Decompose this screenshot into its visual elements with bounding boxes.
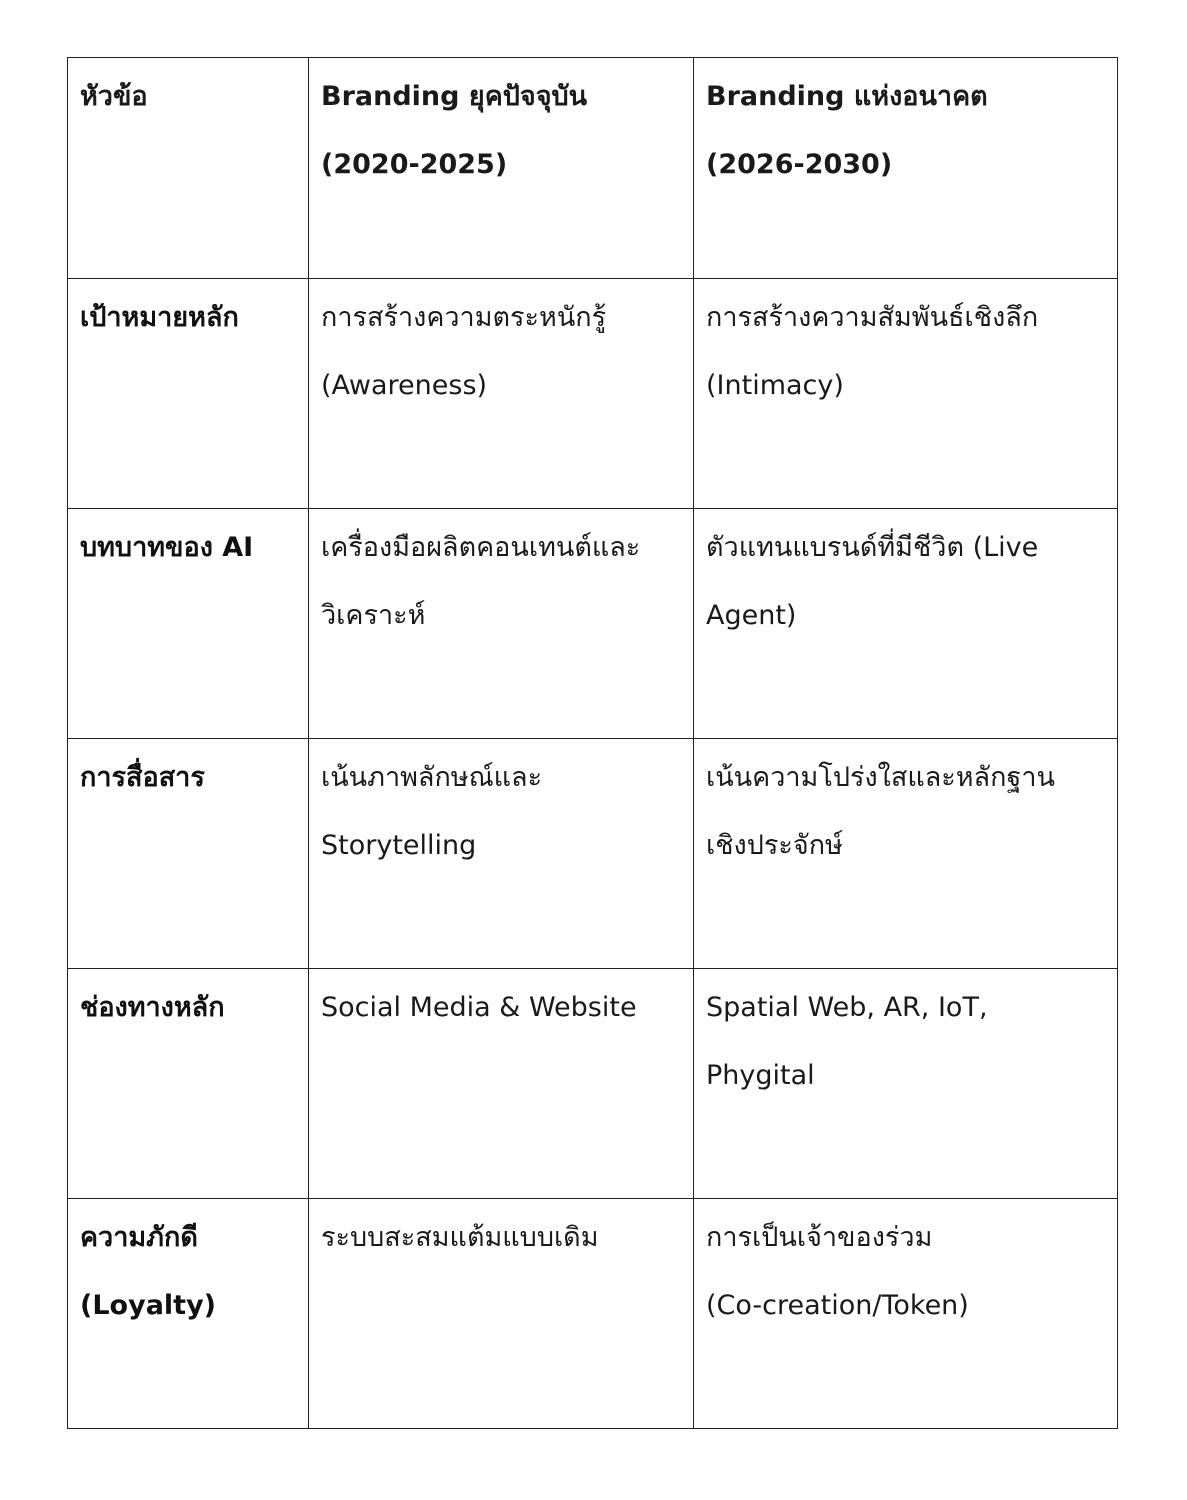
row-topic-label: บทบาทของ AI (80, 532, 254, 563)
row-current-text: การสร้างความตระหนักรู้ (321, 302, 607, 333)
row-future-text: การเป็นเจ้าของร่วม (706, 1222, 933, 1253)
row-topic-label: การสื่อสาร (80, 762, 205, 793)
row-topic-cell (68, 1199, 309, 1429)
row-topic-cell (68, 739, 309, 969)
row-current-cell (309, 279, 694, 509)
row-future-cell (694, 1199, 1118, 1429)
header-topic-cell (68, 58, 309, 279)
row-current-text: Storytelling (321, 830, 477, 862)
row-current-text: วิเคราะห์ (321, 600, 426, 632)
row-future-text: Spatial Web, AR, IoT, (706, 992, 988, 1023)
header-future-label: Branding แห่งอนาคต (706, 81, 988, 112)
header-topic-label: หัวข้อ (80, 81, 148, 112)
header-current-cell (309, 58, 694, 279)
header-future-cell (694, 58, 1118, 279)
row-current-cell (309, 739, 694, 969)
row-topic-label: เป้าหมายหลัก (80, 302, 239, 333)
row-topic-cell (68, 279, 309, 509)
row-topic-cell (68, 509, 309, 739)
branding-comparison-table (67, 57, 1118, 1429)
row-topic-cell (68, 969, 309, 1199)
row-current-text: Social Media & Website (321, 992, 637, 1023)
header-future-period: (2026-2030) (706, 149, 893, 181)
row-topic-label: ความภักดี (80, 1222, 198, 1253)
row-future-text: Phygital (706, 1060, 815, 1092)
header-current-label: Branding ยุคปัจจุบัน (321, 81, 588, 112)
table-row (68, 969, 1118, 1199)
row-future-text: (Intimacy) (706, 370, 844, 402)
row-future-text: ตัวแทนแบรนด์ที่มีชีวิต (Live (706, 532, 1039, 563)
row-topic-sublabel: (Loyalty) (80, 1290, 217, 1322)
row-future-cell (694, 969, 1118, 1199)
row-topic-label: ช่องทางหลัก (80, 992, 225, 1023)
row-future-cell (694, 279, 1118, 509)
row-current-cell (309, 509, 694, 739)
row-future-text: เชิงประจักษ์ (706, 830, 843, 862)
row-future-cell (694, 509, 1118, 739)
comparison-table-container (67, 57, 1117, 1429)
table-row (68, 279, 1118, 509)
row-future-text: การสร้างความสัมพันธ์เชิงลึก (706, 302, 1039, 333)
row-future-cell (694, 739, 1118, 969)
row-future-text: Agent) (706, 600, 797, 632)
row-current-text: ระบบสะสมแต้มแบบเดิม (321, 1222, 599, 1253)
row-current-cell (309, 1199, 694, 1429)
row-current-text: เครื่องมือผลิตคอนเทนต์และ (321, 532, 641, 563)
table-row (68, 509, 1118, 739)
table-header-row (68, 58, 1118, 279)
table-row (68, 1199, 1118, 1429)
row-current-cell (309, 969, 694, 1199)
row-current-text: เน้นภาพลักษณ์และ (321, 762, 543, 793)
header-current-period: (2020-2025) (321, 149, 508, 181)
row-current-text: (Awareness) (321, 370, 488, 402)
row-future-text: (Co-creation/Token) (706, 1290, 969, 1322)
table-row (68, 739, 1118, 969)
row-future-text: เน้นความโปร่งใสและหลักฐาน (706, 762, 1055, 793)
